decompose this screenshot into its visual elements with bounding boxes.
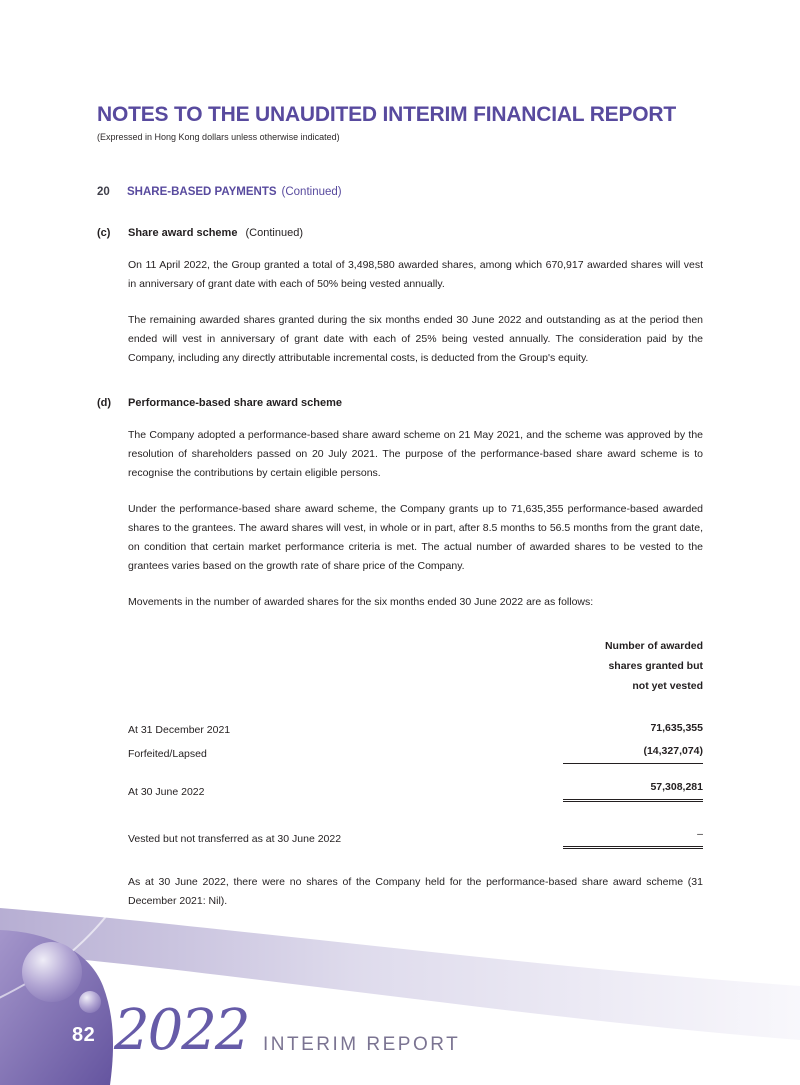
paragraph: Under the performance-based share award scheme, the Company grants up to 71,635,355 performance-based awarded shares to the grantees. The award shares will vest, in whole or in part, after 8.5 months to 56.5 months from the grant date, on condition that certain market performance criteria is met. The actual number of awarded shares to be vested to the grantees varies based on the growth rate of share price of the Company. <box>128 503 703 572</box>
row-label: At 31 December 2021 <box>128 724 231 736</box>
row-label: Vested but not transferred as at 30 June 2022 <box>128 833 342 845</box>
section-continued-label: (Continued) <box>281 186 342 198</box>
footer-report-label: INTERIM REPORT <box>263 1034 461 1055</box>
paragraph: The remaining awarded shares granted during the six months ended 30 June 2022 and outstanding as at the period then ended will vest in anniversary of grant date with each of 25% being vested annually. The consideration paid by the Company, including any directly attributable incremental costs, is deducted from the Group's equity. <box>128 314 703 364</box>
section-heading <box>97 186 737 198</box>
section-number: 20 <box>97 186 110 198</box>
row-value: (14,327,074) <box>563 741 703 764</box>
table-row <box>128 741 703 764</box>
row-label: At 30 June 2022 <box>128 786 205 798</box>
sphere-icon <box>22 942 82 1002</box>
row-value: – <box>563 824 703 849</box>
footer-year: 2022 <box>114 998 249 1063</box>
subsection-d <box>97 397 737 911</box>
table-row <box>128 777 703 802</box>
section-title: SHARE-BASED PAYMENTS <box>127 186 277 198</box>
table-header-line: Number of awarded <box>604 640 703 652</box>
row-label: Forfeited/Lapsed <box>128 748 207 760</box>
subsection-c-label: (c) <box>97 227 111 239</box>
subsection-c-title <box>128 227 703 239</box>
subsection-d-label: (d) <box>97 397 112 409</box>
document-header <box>97 103 737 142</box>
table-header-line: shares granted but <box>608 660 703 672</box>
page-number: 82 <box>72 1024 96 1046</box>
subsection-d-body <box>128 397 703 911</box>
table-row <box>128 824 703 849</box>
table-column-header <box>128 636 703 696</box>
subsection-d-title-text: Performance-based share award scheme <box>128 397 342 409</box>
paragraph: Movements in the number of awarded shares for the six months ended 30 June 2022 are as follows: <box>128 596 594 608</box>
paragraph: The Company adopted a performance-based share award scheme on 21 May 2021, and the scheme was approved by the resolution of shareholders passed on 20 July 2021. The purpose of the performance-based share award scheme is to recognise the contributions by certain eligible persons. <box>128 429 703 479</box>
paragraph: On 11 April 2022, the Group granted a total of 3,498,580 awarded shares, among which 670,917 awarded shares will vest in anniversary of grant date with each of 50% being vested annually. <box>128 259 703 290</box>
page-content <box>97 103 737 911</box>
sphere-icon <box>79 991 101 1013</box>
table-header-line: not yet vested <box>632 680 703 692</box>
page-subtitle: (Expressed in Hong Kong dollars unless otherwise indicated) <box>97 132 340 142</box>
row-value: 71,635,355 <box>650 722 703 734</box>
table-row <box>128 718 703 740</box>
subsection-c <box>97 227 737 368</box>
row-value: 57,308,281 <box>563 777 703 802</box>
paragraph: As at 30 June 2022, there were no shares of the Company held for the performance-based share award scheme (31 December 2021: Nil). <box>128 876 703 907</box>
awarded-shares-table <box>128 636 703 849</box>
subsection-c-body <box>128 227 703 368</box>
page-title: NOTES TO THE UNAUDITED INTERIM FINANCIAL REPORT <box>97 103 677 126</box>
subsection-c-continued-label: (Continued) <box>245 227 303 239</box>
subsection-c-title-text: Share award scheme <box>128 227 238 239</box>
subsection-d-title <box>128 397 703 409</box>
